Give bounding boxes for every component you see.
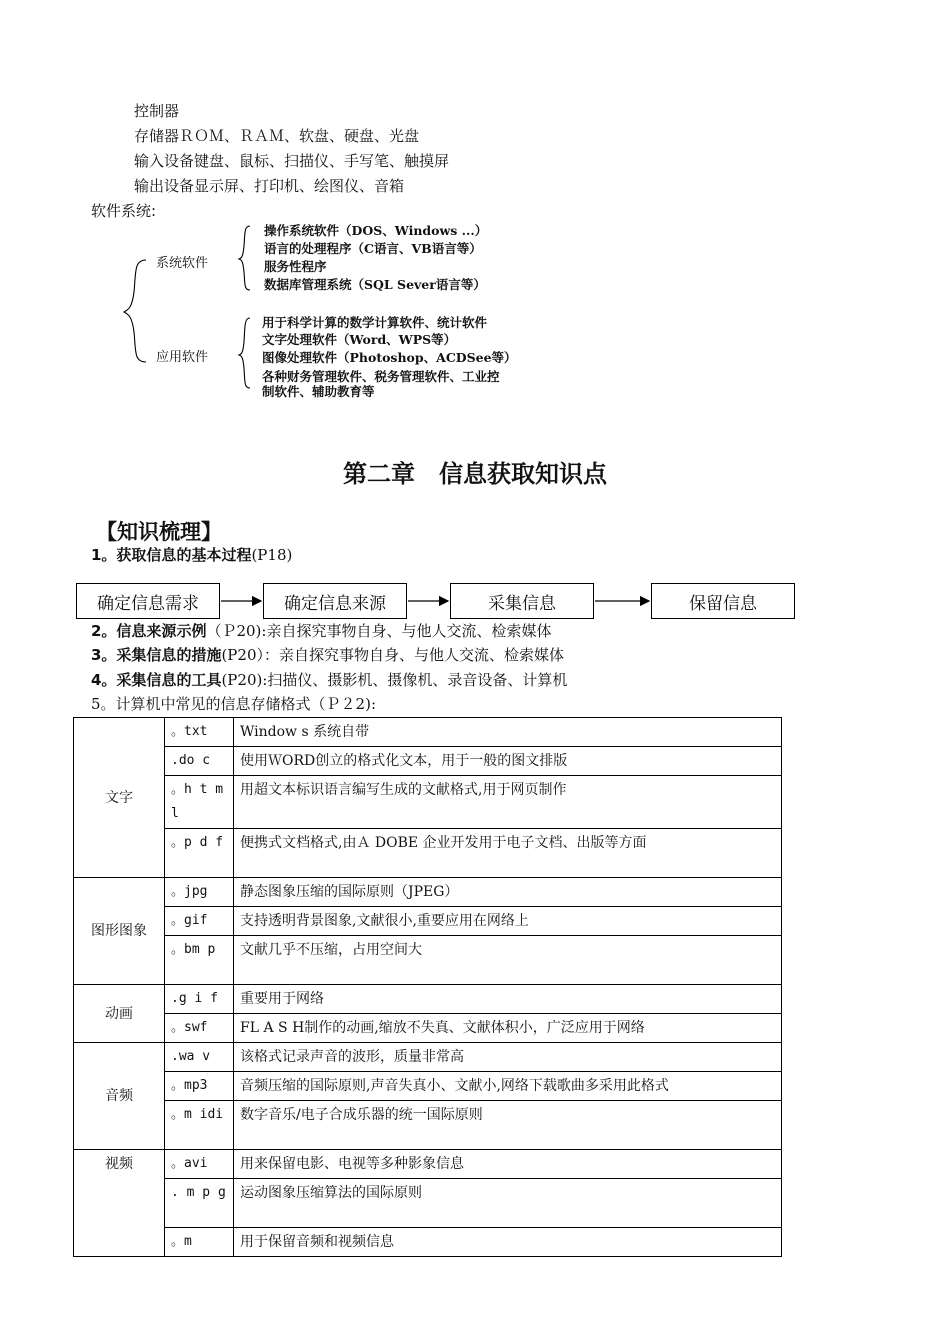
app-software-label: 应用软件 [156,350,209,365]
outer-brace [124,260,146,362]
app-item-image: 图像处理软件（Photoshop、ACDSee等） [262,350,517,365]
formats-table [73,717,782,1257]
table-row [74,776,782,829]
flow-arrows [0,590,950,614]
point-3-label: 3。采集信息的措施 [91,646,222,664]
desc-cell: FL A S H制作的动画,缩放不失真、文献体积小，广泛应用于网络 [234,1014,782,1043]
table-row [74,718,782,747]
ext-cell: 。txt [165,718,234,747]
ext-cell: 。m idi [165,1101,234,1150]
ext-cell: 。swf [165,1014,234,1043]
category-animation: 动画 [74,985,165,1043]
system-item-os: 操作系统软件（DOS、Windows ...） [264,223,488,238]
ext-cell: 。avi [165,1150,234,1179]
point-2 [91,621,551,641]
software-tree-braces [120,222,280,402]
table-row [74,985,782,1014]
ext-cell: 。h t ml [165,776,234,829]
desc-cell: 支持透明背景图象,文献很小,重要应用在网络上 [234,907,782,936]
point-1 [91,545,292,565]
desc-cell: 文献几乎不压缩，占用空间大 [234,936,782,985]
desc-cell: Window s 系统自带 [234,718,782,747]
table-row [74,1014,782,1043]
hardware-line-controller: 控制器 [134,102,180,120]
point-3 [91,645,564,665]
desc-cell: 重要用于网络 [234,985,782,1014]
point-4-suffix: (P20):扫描仪、摄影机、摄像机、录音设备、计算机 [221,671,568,689]
section-title: 【知识梳理】 [96,519,222,544]
point-3-suffix: (P20）：亲自探究事物自身、与他人交流、检索媒体 [221,646,564,664]
ext-cell: 。mp3 [165,1072,234,1101]
app-item-word: 文字处理软件（Word、WPS等） [262,332,457,347]
table-row [74,1072,782,1101]
point-5: 5。计算机中常见的信息存储格式（Ｐ２2): [91,695,376,713]
system-item-language: 语言的处理程序（C语言、VB语言等） [264,241,482,256]
category-audio: 音频 [74,1043,165,1150]
table-row [74,1101,782,1150]
category-video: 视频 [74,1150,165,1257]
system-item-service: 服务性程序 [264,259,327,274]
desc-cell: 便携式文档格式,由Ａ DOBE 企业开发用于电子文档、出版等方面 [234,829,782,878]
desc-cell: 使用ＷORD创立的格式化文本，用于一般的图文排版 [234,747,782,776]
desc-cell: 运动图象压缩算法的国际原则 [234,1179,782,1228]
chapter-title: 第二章 信息获取知识点 [343,459,607,488]
table-row [74,1179,782,1228]
desc-cell: 音频压缩的国际原则,声音失真小、文献小,网络下载歌曲多采用此格式 [234,1072,782,1101]
table-row [74,936,782,985]
app-item-finance: 各种财务管理软件、税务管理软件、工业控 [262,369,500,384]
category-image: 图形图象 [74,878,165,985]
point-2-suffix: （Ｐ20):亲自探究事物自身、与他人交流、检索媒体 [206,622,552,640]
ext-cell: 。m [165,1228,234,1257]
ext-cell: .g i f [165,985,234,1014]
table-row [74,1043,782,1072]
app-item-finance-cont: 制软件、辅助教育等 [262,384,375,399]
system-item-database: 数据库管理系统（SQL Sever语言等） [264,277,486,292]
hardware-line-output: 输出设备显示屏、打印机、绘图仪、音箱 [134,177,405,195]
point-1-suffix: (P18) [251,546,293,564]
point-2-label: 2。信息来源示例 [91,622,207,640]
hardware-line-storage: 存储器ＲＯＭ、ＲＡＭ、软盘、硬盘、光盘 [134,127,420,145]
system-software-label: 系统软件 [156,256,209,271]
table-row [74,829,782,878]
software-heading: 软件系统: [91,202,157,220]
point-1-label: 1。获取信息的基本过程 [91,546,252,564]
ext-cell: .wa v [165,1043,234,1072]
table-row [74,1150,782,1179]
ext-cell: 。jpg [165,878,234,907]
category-text: 文字 [74,718,165,878]
flow-step-1: 确定信息需求 [76,583,220,619]
app-item-math: 用于科学计算的数学计算软件、统计软件 [262,315,488,330]
app-brace [239,318,250,388]
ext-cell: . m p g [165,1179,234,1228]
table-row [74,747,782,776]
desc-cell: 静态图象压缩的国际原则（JPEG） [234,878,782,907]
ext-cell: 。gif [165,907,234,936]
ext-cell: 。bm p [165,936,234,985]
desc-cell: 该格式记录声音的波形，质量非常高 [234,1043,782,1072]
system-brace [239,226,250,290]
table-row [74,1228,782,1257]
point-4 [91,670,567,690]
hardware-line-input: 输入设备键盘、鼠标、扫描仪、手写笔、触摸屏 [134,152,450,170]
desc-cell: 用超文本标识语言编写生成的文献格式,用于网页制作 [234,776,782,829]
desc-cell: 用于保留音频和视频信息 [234,1228,782,1257]
ext-cell: 。p d f [165,829,234,878]
table-row [74,907,782,936]
desc-cell: 数字音乐/电子合成乐器的统一国际原则 [234,1101,782,1150]
flow-step-2: 确定信息来源 [263,583,407,619]
flow-step-4: 保留信息 [651,583,795,619]
table-row [74,878,782,907]
flow-step-3: 采集信息 [450,583,594,619]
point-4-label: 4。采集信息的工具 [91,671,222,689]
desc-cell: 用来保留电影、电视等多种影象信息 [234,1150,782,1179]
ext-cell: .do c [165,747,234,776]
